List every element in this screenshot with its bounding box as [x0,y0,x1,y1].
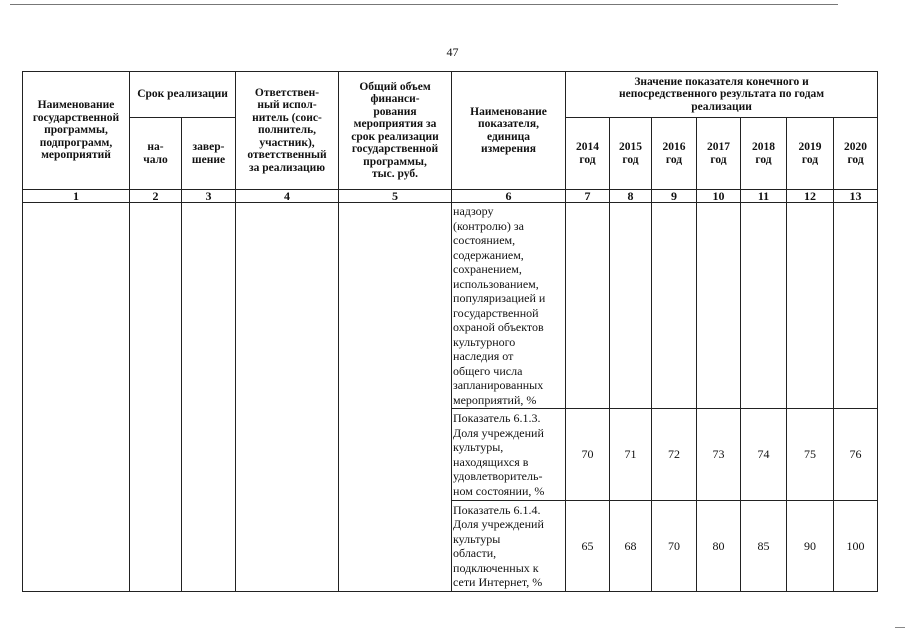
header-year-2014: 2014 год [566,118,610,190]
column-number: 4 [236,190,339,203]
value-cell [787,203,834,409]
page-number: 47 [446,45,459,59]
value-cell: 74 [741,409,787,501]
value-cell: 90 [787,501,834,592]
column-number: 11 [741,190,787,203]
header-year-2019: 2019 год [787,118,834,190]
value-cell: 65 [566,501,610,592]
value-cell: 85 [741,501,787,592]
value-cell: 80 [697,501,741,592]
program-table [22,71,878,592]
edge-mark [895,627,905,628]
value-cell [834,203,878,409]
table-row [23,203,878,409]
column-number: 3 [182,190,236,203]
header-year-2018: 2018 год [741,118,787,190]
header-year-2016: 2016 год [652,118,697,190]
value-cell: 76 [834,409,878,501]
column-number: 5 [339,190,452,203]
value-cell [697,203,741,409]
value-cell: 75 [787,409,834,501]
term-end-cell [182,203,236,592]
header-program: Наименование государственной программы, подпрограмм, мероприятий [23,72,130,190]
header-term-end: завер- шение [182,118,236,190]
column-number: 10 [697,190,741,203]
header-year-2020: 2020 год [834,118,878,190]
column-number: 2 [130,190,182,203]
program-cell [23,203,130,592]
indicator-cell: надзору (контролю) за состоянием, содержанием, сохранением, использованием, популяризацией и государственной охраной объектов культурного наследия от общего числа запланированных мероприятий, % [452,203,566,409]
header-year-2015: 2015 год [610,118,652,190]
header-term-start: на- чало [130,118,182,190]
value-cell [741,203,787,409]
column-number: 1 [23,190,130,203]
indicator-cell: Показатель 6.1.3. Доля учреждений культуры, находящихся в удовлетворитель- ном состоянии, % [452,409,566,501]
value-cell: 72 [652,409,697,501]
value-cell [652,203,697,409]
value-cell: 100 [834,501,878,592]
value-cell [610,203,652,409]
value-cell: 68 [610,501,652,592]
column-number: 12 [787,190,834,203]
column-number: 7 [566,190,610,203]
column-number: 6 [452,190,566,203]
column-number: 8 [610,190,652,203]
value-cell: 73 [697,409,741,501]
value-cell [566,203,610,409]
term-start-cell [130,203,182,592]
header-term: Срок реализации [130,72,236,118]
responsible-cell [236,203,339,592]
top-rule [10,4,838,5]
column-number: 13 [834,190,878,203]
value-cell: 70 [652,501,697,592]
header-responsible: Ответствен- ный испол- нитель (соис- полнитель, участник), ответственный за реализацию [236,72,339,190]
header-indicator: Наименование показателя, единица измерения [452,72,566,190]
header-funding: Общий объем финанси- рования мероприятия за срок реализации государственной программы, тыс. руб. [339,72,452,190]
column-number-row [23,190,878,203]
value-cell: 70 [566,409,610,501]
value-cell: 71 [610,409,652,501]
funding-cell [339,203,452,592]
header-year-2017: 2017 год [697,118,741,190]
column-number: 9 [652,190,697,203]
indicator-cell: Показатель 6.1.4. Доля учреждений культуры области, подключенных к сети Интернет, % [452,501,566,592]
header-values: Значение показателя конечного и непосредственного результата по годам реализации [566,72,878,118]
